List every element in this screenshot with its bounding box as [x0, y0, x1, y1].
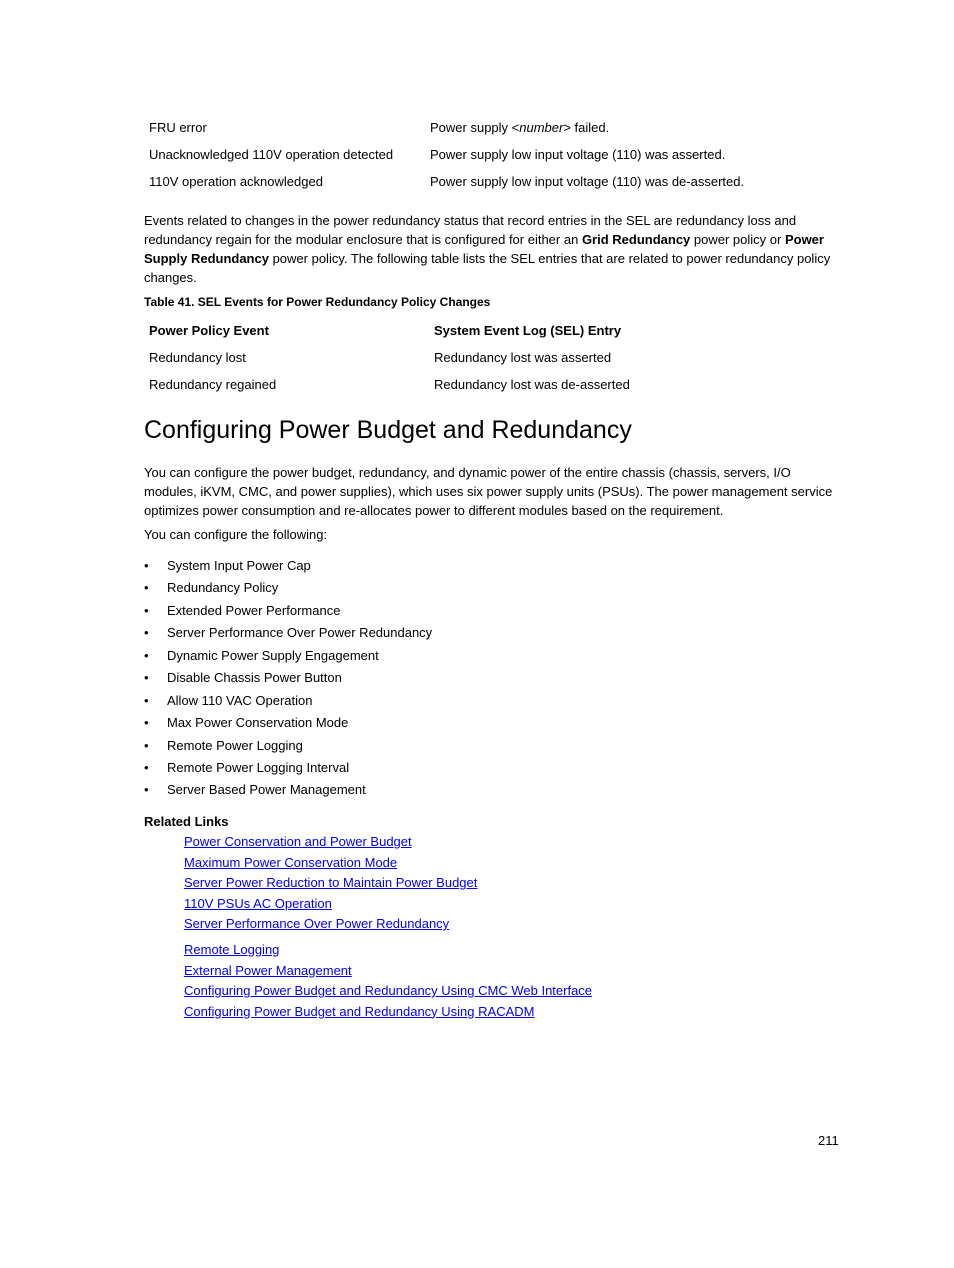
link-configuring-web-interface[interactable]: Configuring Power Budget and Redundancy Using CMC Web Interface: [184, 983, 593, 998]
entry-cell: Redundancy lost was de-asserted: [434, 377, 630, 392]
bullet-icon: •: [144, 759, 149, 775]
bullet-icon: •: [144, 692, 149, 708]
feature-list: [144, 556, 432, 803]
event-cell: Redundancy lost: [149, 350, 246, 365]
intro-paragraph: Events related to changes in the power redundancy status that record entries in the SEL are redundancy loss and redundancy regain for the modular enclosure that is configured for either an Grid Redundancy power policy or Power Supply Redundancy power policy. The following table lists the SEL entries that are related to power redundancy policy changes.: [144, 213, 831, 285]
bullet-icon: •: [144, 782, 149, 798]
entry-cell: Power supply low input voltage (110) was de-asserted.: [430, 174, 745, 189]
link-110v-psus[interactable]: 110V PSUs AC Operation: [184, 895, 332, 911]
entry-cell: Power supply <number> failed.: [430, 120, 610, 135]
link-server-performance[interactable]: Server Performance Over Power Redundancy: [184, 916, 450, 931]
event-cell: FRU error: [149, 120, 207, 135]
event-cell: Unacknowledged 110V operation detected: [149, 147, 394, 162]
link-max-power-conservation[interactable]: Maximum Power Conservation Mode: [184, 854, 398, 870]
column-header: Power Policy Event: [149, 323, 269, 338]
list-item: • Remote Power Logging: [144, 736, 432, 758]
bullet-icon: •: [144, 602, 149, 618]
list-item: • Extended Power Performance: [144, 601, 432, 623]
event-cell: 110V operation acknowledged: [149, 174, 323, 189]
list-item: • Max Power Conservation Mode: [144, 713, 432, 735]
link-server-power-reduction[interactable]: Server Power Reduction to Maintain Power Budget: [184, 875, 478, 890]
entry-cell: Redundancy lost was asserted: [434, 350, 612, 365]
related-links-group-1: [184, 832, 477, 935]
bullet-icon: •: [144, 580, 149, 596]
page-number: 211: [818, 1133, 839, 1148]
section-paragraph: You can configure the power budget, redundancy, and dynamic power of the entire chassis (chassis, servers, I/O modules, iKVM, CMC, and power supplies), which uses six power supply units (PSUs). The power management service optimizes power consumption and re-allocates power to different modules based on the requirement.: [144, 465, 833, 518]
section-heading: Configuring Power Budget and Redundancy: [144, 416, 632, 444]
bullet-icon: •: [144, 647, 149, 663]
related-links-group-2: [184, 940, 592, 1022]
list-item: • Allow 110 VAC Operation: [144, 691, 432, 713]
list-item: • Server Performance Over Power Redundancy: [144, 623, 432, 645]
column-header: System Event Log (SEL) Entry: [434, 323, 622, 338]
link-configuring-racadm[interactable]: Configuring Power Budget and Redundancy Using RACADM: [184, 1003, 535, 1019]
bullet-icon: •: [144, 558, 149, 573]
link-power-conservation[interactable]: Power Conservation and Power Budget: [184, 834, 412, 849]
bullet-icon: •: [144, 715, 149, 731]
list-item: • Disable Chassis Power Button: [144, 668, 432, 690]
list-item: • Server Based Power Management: [144, 780, 432, 802]
bullet-icon: •: [144, 737, 149, 753]
table-caption: Table 41. SEL Events for Power Redundancy Policy Changes: [144, 295, 491, 309]
related-links-title: Related Links: [144, 814, 229, 829]
link-external-power-management[interactable]: External Power Management: [184, 962, 352, 978]
list-item: • Redundancy Policy: [144, 578, 432, 600]
bullet-icon: •: [144, 670, 149, 686]
link-remote-logging[interactable]: Remote Logging: [184, 942, 280, 957]
list-item: • Remote Power Logging Interval: [144, 758, 432, 780]
entry-cell: Power supply low input voltage (110) was asserted.: [430, 147, 726, 162]
list-item: • Dynamic Power Supply Engagement: [144, 646, 432, 668]
section-lead: You can configure the following:: [144, 527, 328, 542]
event-cell: Redundancy regained: [149, 377, 277, 392]
list-item: • System Input Power Cap: [144, 556, 432, 578]
bullet-icon: •: [144, 625, 149, 641]
